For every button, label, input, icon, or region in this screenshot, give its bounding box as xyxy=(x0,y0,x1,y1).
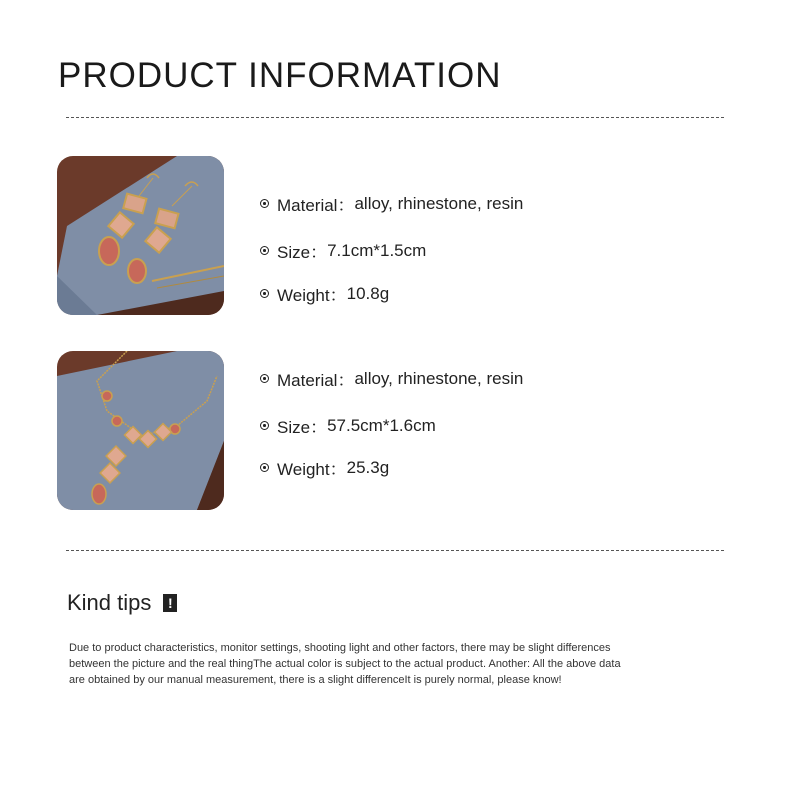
weight-label: Weight： xyxy=(277,286,347,305)
bullet-icon xyxy=(260,421,269,430)
material-label: Material： xyxy=(277,196,355,215)
kind-tips-title: Kind tips xyxy=(67,590,152,615)
top-divider xyxy=(66,117,724,118)
bullet-icon xyxy=(260,246,269,255)
kind-tips-text: Due to product characteristics, monitor settings, shooting light and other factors, there may be slight differences between the picture and the real thingThe actual color is subject to the actual product. Another: All the above data are obtained by our manual measurement, there is a slight differenceIt is purely normal, please know! xyxy=(69,642,621,686)
bullet-icon xyxy=(260,289,269,298)
bullet-icon xyxy=(260,463,269,472)
size-value: 7.1cm*1.5cm xyxy=(327,240,427,260)
weight-label: Weight： xyxy=(277,460,347,479)
bottom-divider xyxy=(66,550,724,551)
exclamation-icon: ! xyxy=(163,594,177,612)
product-1-size xyxy=(260,238,426,263)
size-label: Size： xyxy=(277,418,328,437)
bullet-icon xyxy=(260,199,269,208)
material-value: alloy, rhinestone, resin xyxy=(354,193,524,213)
product-1-weight xyxy=(260,281,389,306)
necklace-photo xyxy=(57,351,224,510)
product-2-material xyxy=(260,366,523,391)
weight-value: 10.8g xyxy=(346,283,390,303)
product-2-size xyxy=(260,413,436,438)
product-1-material xyxy=(260,191,523,216)
material-label: Material： xyxy=(277,371,355,390)
bullet-icon xyxy=(260,374,269,383)
size-value: 57.5cm*1.6cm xyxy=(327,415,436,435)
kind-tips-heading xyxy=(67,590,177,616)
page-title: PRODUCT INFORMATION xyxy=(58,56,502,95)
product-2-weight xyxy=(260,455,389,480)
weight-value: 25.3g xyxy=(346,457,390,477)
material-value: alloy, rhinestone, resin xyxy=(354,368,524,388)
size-label: Size： xyxy=(277,243,328,262)
earrings-photo xyxy=(57,156,224,315)
